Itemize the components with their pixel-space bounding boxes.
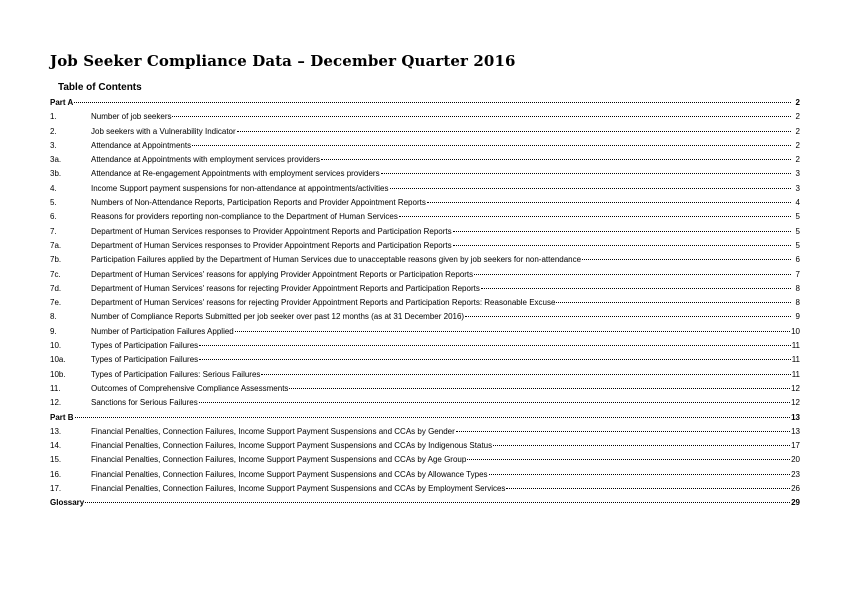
toc-entry[interactable] [50,296,800,310]
toc-entry[interactable] [50,482,800,496]
toc-entry-number: 2. [50,126,57,136]
toc-entry[interactable] [50,468,800,482]
toc-entry-page-number: 2 [795,112,800,122]
toc-entry-title: Attendance at Appointments [91,140,192,150]
dot-leader [75,417,791,418]
toc-entry[interactable] [50,153,800,167]
toc-entry-page-number: 11 [791,355,800,365]
toc-entry-number: 10. [50,341,62,351]
table-of-contents [50,96,800,511]
toc-entry[interactable] [50,239,800,253]
toc-entry-page-number: 5 [795,240,800,250]
toc-entry-page-number: 13 [791,426,800,436]
toc-entry-page-number: 12 [791,398,800,408]
toc-entry-number: 7c. [50,269,61,279]
toc-entry-title: Sanctions for Serious Failures [91,398,198,408]
toc-entry-title: Department of Human Services' reasons for rejecting Provider Appointment Reports and Participation Reports [91,283,480,293]
dot-leader [235,331,790,332]
toc-entry-page-number: 5 [795,212,800,222]
dot-leader [465,316,791,317]
toc-entry-page-number: 2 [795,155,800,165]
toc-entry-title: Types of Participation Failures: Serious Failures [91,369,261,379]
dot-leader [192,145,791,146]
toc-entry-number: 7. [50,226,57,236]
toc-entry[interactable] [50,210,800,224]
toc-entry[interactable] [50,167,800,181]
toc-entry[interactable] [50,196,800,210]
toc-entry-title: Department of Human Services responses to Provider Appointment Reports and Participation Reports [91,240,452,250]
toc-entry-title: Attendance at Re-engagement Appointments with employment services providers [91,169,380,179]
toc-entry[interactable] [50,425,800,439]
toc-entry-number: 3a. [50,155,62,165]
toc-entry-page-number: 8 [795,298,800,308]
toc-entry-title: Department of Human Services responses to Provider Appointment Reports and Participation Reports [91,226,452,236]
toc-entry-title: Job seekers with a Vulnerability Indicator [91,126,236,136]
toc-entry-title: Number of Compliance Reports Submitted per job seeker over past 12 months (as at 31 December 2016) [91,312,465,322]
toc-entry-title: Types of Participation Failures [91,341,199,351]
dot-leader [474,274,791,275]
toc-entry-number: 15. [50,455,62,465]
toc-entry-number: 9. [50,326,57,336]
toc-entry-title: Number of Participation Failures Applied [91,326,234,336]
toc-entry-number: 10a. [50,355,66,365]
toc-entry-page-number: 11 [791,369,800,379]
dot-leader [199,345,791,346]
toc-entry-page-number: 7 [795,269,800,279]
toc-entry-page-number: 11 [791,341,800,351]
dot-leader [493,445,790,446]
toc-entry-title: Types of Participation Failures [91,355,199,365]
toc-entry[interactable] [50,110,800,124]
toc-entry-title: Outcomes of Comprehensive Compliance Assessments [91,383,289,393]
toc-entry[interactable] [50,339,800,353]
toc-entry[interactable] [50,382,800,396]
toc-entry-title: Financial Penalties, Connection Failures, Income Support Payment Suspensions and CCAs by Age Group [91,455,467,465]
toc-entry[interactable] [50,125,800,139]
toc-entry[interactable] [50,282,800,296]
toc-entry-number: 13. [50,426,62,436]
toc-entry-page-number: 3 [795,183,800,193]
toc-entry-number: 5. [50,198,57,208]
dot-leader [456,431,790,432]
toc-entry-number: 10b. [50,369,66,379]
document-title: Job Seeker Compliance Data – December Quarter 2016 [50,52,516,70]
toc-entry-number: 7b. [50,255,62,265]
dot-leader [481,288,791,289]
toc-entry-page-number: 3 [795,169,800,179]
dot-leader [172,116,791,117]
toc-entry-number: 16. [50,469,62,479]
toc-entry-page-number: 10 [791,326,800,336]
dot-leader [489,474,791,475]
toc-entry-page-number: 2 [795,126,800,136]
toc-part-entry[interactable] [50,496,800,510]
dot-leader [556,302,791,303]
toc-entry-title: Income Support payment suspensions for non-attendance at appointments/activities [91,183,389,193]
toc-entry-page-number: 2 [795,98,800,107]
dot-leader [237,131,791,132]
toc-entry[interactable] [50,396,800,410]
dot-leader [582,259,791,260]
toc-entry-title: Part B [50,412,74,422]
toc-entry-number: 4. [50,183,57,193]
toc-entry-number: 12. [50,398,62,408]
toc-entry-page-number: 2 [795,140,800,150]
dot-leader [199,402,790,403]
dot-leader [261,374,790,375]
toc-entry-number: 7a. [50,240,62,250]
toc-entry-title: Department of Human Services' reasons for applying Provider Appointment Reports or Participation Reports [91,269,474,279]
toc-part-entry[interactable] [50,411,800,425]
toc-entry-page-number: 13 [791,412,800,422]
toc-entry-page-number: 6 [795,255,800,265]
dot-leader [85,502,790,503]
toc-entry-number: 11. [50,383,61,393]
toc-entry-title: Financial Penalties, Connection Failures, Income Support Payment Suspensions and CCAs by Indigenous Status [91,441,493,451]
toc-entry[interactable] [50,139,800,153]
toc-entry[interactable] [50,439,800,453]
dot-leader [467,459,790,460]
toc-entry-title: Reasons for providers reporting non-compliance to the Department of Human Services [91,212,398,222]
dot-leader [289,388,790,389]
toc-entry-number: 3b. [50,169,62,179]
toc-entry-page-number: 29 [791,498,800,508]
toc-entry-number: 7e. [50,298,62,308]
toc-entry[interactable] [50,453,800,467]
toc-entry-title: Department of Human Services' reasons for rejecting Provider Appointment Reports and Participation Reports: Reasonable Excuse [91,298,556,308]
dot-leader [321,159,791,160]
toc-entry-page-number: 4 [795,198,800,208]
toc-entry-number: 14. [50,441,62,451]
toc-entry[interactable] [50,310,800,324]
toc-entry-title: Glossary [50,498,85,508]
toc-entry[interactable] [50,268,800,282]
toc-entry-number: 17. [50,484,62,494]
toc-entry-page-number: 17 [791,441,800,451]
toc-entry-title: Financial Penalties, Connection Failures, Income Support Payment Suspensions and CCAs by Allowance Types [91,469,488,479]
toc-entry-page-number: 12 [791,383,800,393]
dot-leader [390,188,791,189]
toc-entry-number: 6. [50,212,57,222]
toc-entry-number: 3. [50,140,57,150]
dot-leader [453,231,791,232]
toc-entry-title: Numbers of Non-Attendance Reports, Participation Reports and Provider Appointment Reports [91,198,426,208]
toc-entry-page-number: 5 [795,226,800,236]
toc-entry-number: 8. [50,312,57,322]
dot-leader [74,102,791,103]
toc-entry-number: 7d. [50,283,62,293]
toc-entry[interactable] [50,325,800,339]
toc-entry[interactable] [50,368,800,382]
toc-entry-page-number: 9 [795,312,800,322]
dot-leader [427,202,791,203]
toc-entry-title: Number of job seekers [91,112,172,122]
dot-leader [453,245,791,246]
toc-entry[interactable] [50,253,800,267]
toc-entry-page-number: 23 [791,469,800,479]
toc-entry-title: Financial Penalties, Connection Failures, Income Support Payment Suspensions and CCAs by Employment Services [91,484,506,494]
toc-part-entry[interactable] [50,96,800,110]
toc-entry-page-number: 26 [791,484,800,494]
toc-entry[interactable] [50,182,800,196]
toc-entry[interactable] [50,353,800,367]
toc-entry-page-number: 8 [795,283,800,293]
toc-heading: Table of Contents [58,82,142,93]
toc-entry-title: Part A [50,98,74,107]
dot-leader [399,216,791,217]
toc-entry-title: Financial Penalties, Connection Failures, Income Support Payment Suspensions and CCAs by Gender [91,426,455,436]
dot-leader [381,173,791,174]
dot-leader [506,488,790,489]
toc-entry-page-number: 20 [791,455,800,465]
toc-entry-title: Attendance at Appointments with employment services providers [91,155,321,165]
toc-entry-title: Participation Failures applied by the Department of Human Services due to unacceptable reasons given by job seekers for non-attendance [91,255,582,265]
dot-leader [199,359,791,360]
toc-entry[interactable] [50,225,800,239]
toc-entry-number: 1. [50,112,57,122]
